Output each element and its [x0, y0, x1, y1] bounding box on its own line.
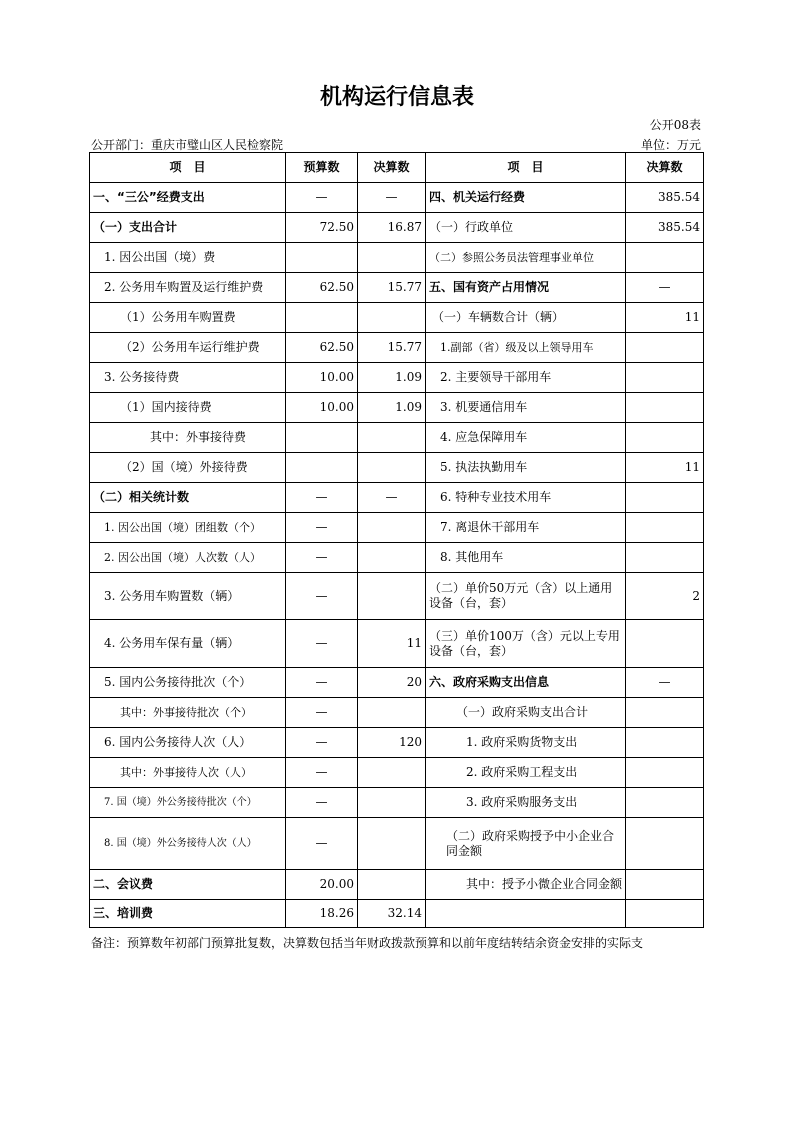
department-label: 公开部门：重庆市璧山区人民检察院: [91, 138, 284, 152]
budget-cell: [286, 423, 358, 453]
table-row: [90, 668, 704, 698]
row-label: 3. 公务用车购置数（辆）: [90, 573, 286, 620]
table-row: [90, 620, 704, 668]
right-final-cell: [626, 620, 704, 668]
final-cell: [358, 543, 426, 573]
right-final-cell: 11: [626, 453, 704, 483]
row-label: 4. 公务用车保有量（辆）: [90, 620, 286, 668]
header-budget: 预算数: [286, 153, 358, 183]
final-cell: [358, 243, 426, 273]
budget-cell: [286, 453, 358, 483]
budget-cell: 62.50: [286, 333, 358, 363]
row-label: 其中：外事接待人次（人）: [90, 758, 286, 788]
institution-operation-table: [89, 152, 704, 928]
row-label: （1）国内接待费: [90, 393, 286, 423]
final-cell: 11: [358, 620, 426, 668]
row-label: （2）公务用车运行维护费: [90, 333, 286, 363]
right-final-cell: [626, 543, 704, 573]
budget-cell: 10.00: [286, 363, 358, 393]
header-final-right: 决算数: [626, 153, 704, 183]
table-row: [90, 273, 704, 303]
right-label: 5. 执法执勤用车: [426, 453, 626, 483]
budget-cell: —: [286, 183, 358, 213]
right-final-cell: [626, 423, 704, 453]
table-row: [90, 900, 704, 928]
final-cell: [358, 818, 426, 870]
row-label: （2）国（境）外接待费: [90, 453, 286, 483]
table-row: [90, 483, 704, 513]
table-row: [90, 393, 704, 423]
header-item-left: 项 目: [90, 153, 286, 183]
budget-cell: —: [286, 543, 358, 573]
right-final-cell: [626, 483, 704, 513]
unit-label: 单位：万元: [640, 138, 701, 152]
table-row: [90, 213, 704, 243]
right-label: 五、国有资产占用情况: [426, 273, 626, 303]
table-row: [90, 728, 704, 758]
right-final-cell: [626, 243, 704, 273]
budget-cell: —: [286, 728, 358, 758]
right-final-cell: —: [626, 273, 704, 303]
row-label: 三、培训费: [90, 900, 286, 928]
row-label: 5. 国内公务接待批次（个）: [90, 668, 286, 698]
right-label: 3. 机要通信用车: [426, 393, 626, 423]
right-label: （二）单价50万元（含）以上通用设备（台，套）: [426, 573, 626, 620]
table-row: [90, 573, 704, 620]
final-cell: —: [358, 183, 426, 213]
right-label: 4. 应急保障用车: [426, 423, 626, 453]
budget-cell: [286, 303, 358, 333]
page-title: 机构运行信息表: [319, 85, 474, 110]
budget-cell: 72.50: [286, 213, 358, 243]
final-cell: [358, 573, 426, 620]
right-final-cell: [626, 818, 704, 870]
row-label: 7. 国（境）外公务接待批次（个）: [90, 788, 286, 818]
final-cell: [358, 698, 426, 728]
table-row: [90, 243, 704, 273]
right-final-cell: [626, 788, 704, 818]
final-cell: 1.09: [358, 393, 426, 423]
right-label: 2. 政府采购工程支出: [426, 758, 626, 788]
final-cell: [358, 513, 426, 543]
table-row: [90, 543, 704, 573]
row-label: （一）支出合计: [90, 213, 286, 243]
right-label: 2. 主要领导干部用车: [426, 363, 626, 393]
row-label: 1. 因公出国（境）费: [90, 243, 286, 273]
budget-cell: —: [286, 620, 358, 668]
final-cell: 16.87: [358, 213, 426, 243]
table-row: [90, 788, 704, 818]
right-label: 6. 特种专业技术用车: [426, 483, 626, 513]
budget-cell: —: [286, 758, 358, 788]
footnote: 备注：预算数年初部门预算批复数，决算数包括当年财政拨款预算和以前年度结转结余资金安排的实际支: [91, 936, 644, 950]
right-label: 六、政府采购支出信息: [426, 668, 626, 698]
budget-cell: —: [286, 513, 358, 543]
final-cell: [358, 758, 426, 788]
right-label: 四、机关运行经费: [426, 183, 626, 213]
right-label: 3. 政府采购服务支出: [426, 788, 626, 818]
right-final-cell: [626, 870, 704, 900]
row-label: 其中：外事接待费: [90, 423, 286, 453]
final-cell: 32.14: [358, 900, 426, 928]
right-final-cell: [626, 363, 704, 393]
table-row: [90, 363, 704, 393]
right-label: 其中：授予小微企业合同金额: [426, 870, 626, 900]
right-label: 8. 其他用车: [426, 543, 626, 573]
row-label: 一、“三公”经费支出: [90, 183, 286, 213]
right-label: （一）政府采购支出合计: [426, 698, 626, 728]
right-final-cell: [626, 393, 704, 423]
header-item-right: 项 目: [426, 153, 626, 183]
right-final-cell: [626, 513, 704, 543]
budget-cell: —: [286, 818, 358, 870]
table-row: [90, 818, 704, 870]
table-row: [90, 333, 704, 363]
right-final-cell: 11: [626, 303, 704, 333]
table-row: [90, 698, 704, 728]
row-label: 二、会议费: [90, 870, 286, 900]
right-label: （二）政府采购授予中小企业合同金额: [426, 818, 626, 870]
budget-cell: 20.00: [286, 870, 358, 900]
right-final-cell: —: [626, 668, 704, 698]
budget-cell: 10.00: [286, 393, 358, 423]
row-label: 6. 国内公务接待人次（人）: [90, 728, 286, 758]
budget-cell: [286, 243, 358, 273]
budget-cell: 62.50: [286, 273, 358, 303]
budget-cell: —: [286, 668, 358, 698]
right-final-cell: [626, 728, 704, 758]
table-row: [90, 513, 704, 543]
right-final-cell: [626, 333, 704, 363]
right-label: （一）车辆数合计（辆）: [426, 303, 626, 333]
budget-cell: —: [286, 483, 358, 513]
table-row: [90, 453, 704, 483]
row-label: 2. 因公出国（境）人次数（人）: [90, 543, 286, 573]
row-label: （二）相关统计数: [90, 483, 286, 513]
right-final-cell: [626, 758, 704, 788]
row-label: （1）公务用车购置费: [90, 303, 286, 333]
final-cell: 15.77: [358, 333, 426, 363]
budget-cell: —: [286, 788, 358, 818]
right-label: [426, 900, 626, 928]
table-header-row: [90, 153, 704, 183]
final-cell: [358, 423, 426, 453]
row-label: 8. 国（境）外公务接待人次（人）: [90, 818, 286, 870]
budget-cell: 18.26: [286, 900, 358, 928]
row-label: 3. 公务接待费: [90, 363, 286, 393]
table-row: [90, 303, 704, 333]
right-label: （二）参照公务员法管理事业单位: [426, 243, 626, 273]
final-cell: 1.09: [358, 363, 426, 393]
row-label: 其中：外事接待批次（个）: [90, 698, 286, 728]
budget-cell: —: [286, 698, 358, 728]
final-cell: [358, 870, 426, 900]
budget-cell: —: [286, 573, 358, 620]
final-cell: 15.77: [358, 273, 426, 303]
final-cell: 120: [358, 728, 426, 758]
right-label: （三）单价100万（含）元以上专用设备（台，套）: [426, 620, 626, 668]
right-final-cell: 2: [626, 573, 704, 620]
form-number: 公开08表: [649, 118, 701, 132]
row-label: 1. 因公出国（境）团组数（个）: [90, 513, 286, 543]
right-final-cell: 385.54: [626, 213, 704, 243]
right-label: （一）行政单位: [426, 213, 626, 243]
right-final-cell: [626, 900, 704, 928]
final-cell: [358, 303, 426, 333]
right-final-cell: 385.54: [626, 183, 704, 213]
right-label: 7. 离退休干部用车: [426, 513, 626, 543]
final-cell: —: [358, 483, 426, 513]
header-final-left: 决算数: [358, 153, 426, 183]
right-label: 1.副部（省）级及以上领导用车: [426, 333, 626, 363]
final-cell: 20: [358, 668, 426, 698]
final-cell: [358, 788, 426, 818]
table-row: [90, 183, 704, 213]
right-final-cell: [626, 698, 704, 728]
final-cell: [358, 453, 426, 483]
table-row: [90, 423, 704, 453]
table-row: [90, 758, 704, 788]
right-label: 1. 政府采购货物支出: [426, 728, 626, 758]
row-label: 2. 公务用车购置及运行维护费: [90, 273, 286, 303]
table-row: [90, 870, 704, 900]
